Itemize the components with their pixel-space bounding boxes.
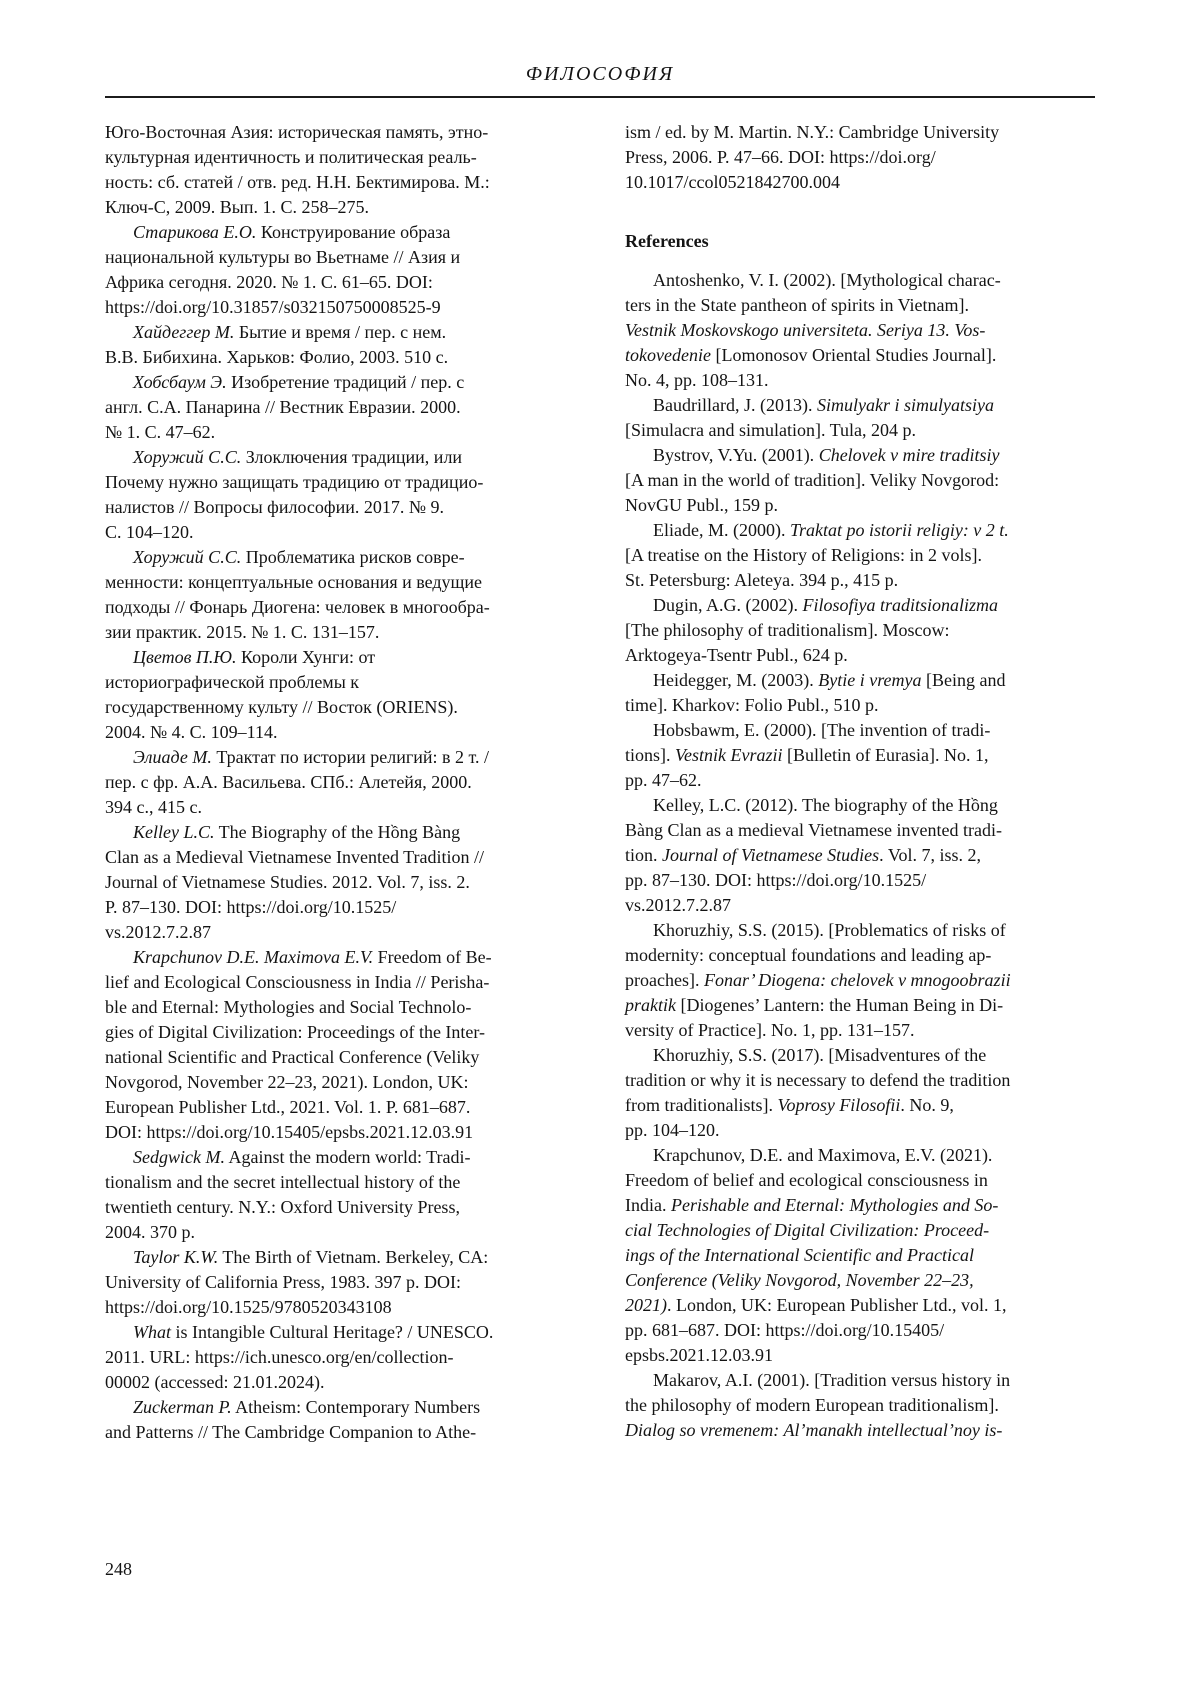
text-line: [A treatise on the History of Religions: in 2 vols]. xyxy=(625,545,982,565)
references-heading xyxy=(625,229,1095,254)
text-line: cial Technologies of Digital Civilization: Proceed- xyxy=(625,1220,990,1240)
text-line: tionalism and the secret intellectual history of the xyxy=(105,1172,461,1192)
text-line: DOI: https://doi.org/10.15405/epsbs.2021.12.03.91 xyxy=(105,1122,474,1142)
text-line: St. Petersburg: Aleteya. 394 p., 415 p. xyxy=(625,570,899,590)
text-line: 2004. № 4. С. 109–114. xyxy=(105,722,278,742)
text-line: культурная идентичность и политическая реаль- xyxy=(105,147,477,167)
reference-entry xyxy=(625,1368,1095,1443)
reference-entry xyxy=(625,393,1095,443)
text-line: Press, 2006. P. 47–66. DOI: https://doi.org/ xyxy=(625,147,936,167)
reference-entry xyxy=(105,945,575,1145)
page-header xyxy=(105,62,1095,98)
text-line: Kelley L.C. The Biography of the Hồng Bàng xyxy=(133,822,461,842)
reference-entry xyxy=(625,518,1095,593)
text-line: What is Intangible Cultural Heritage? / UNESCO. xyxy=(133,1322,494,1342)
text-line: ings of the International Scientific and Practical xyxy=(625,1245,974,1265)
reference-entry xyxy=(105,370,575,445)
text-line: https://doi.org/10.31857/s032150750008525-9 xyxy=(105,297,441,317)
reference-entry xyxy=(105,1145,575,1245)
text-line: Makarov, A.I. (2001). [Tradition versus history in xyxy=(653,1370,1011,1390)
text-line: praktik [Diogenes’ Lantern: the Human Being in Di- xyxy=(625,995,1004,1015)
text-line: 2004. 370 p. xyxy=(105,1222,195,1242)
text-line: India. Perishable and Eternal: Mythologies and So- xyxy=(625,1195,999,1215)
right-column xyxy=(625,120,1095,1445)
text-line: pp. 681–687. DOI: https://doi.org/10.15405/ xyxy=(625,1320,945,1340)
text-line: University of California Press, 1983. 397 p. DOI: xyxy=(105,1272,461,1292)
text-line: References xyxy=(625,231,709,251)
text-line: [Simulacra and simulation]. Tula, 204 p. xyxy=(625,420,916,440)
text-line: 10.1017/ccol0521842700.004 xyxy=(625,172,840,192)
text-line: 394 с., 415 с. xyxy=(105,797,202,817)
text-line: tradition or why it is necessary to defend the tradition xyxy=(625,1070,1011,1090)
text-line: национальной культуры во Вьетнаме // Азия и xyxy=(105,247,461,267)
text-line: 00002 (accessed: 21.01.2024). xyxy=(105,1372,325,1392)
text-line: Khoruzhiy, S.S. (2017). [Misadventures of the xyxy=(653,1045,987,1065)
text-line: Vestnik Moskovskogo universiteta. Seriya 13. Vos- xyxy=(625,320,986,340)
two-column-body xyxy=(105,120,1095,1445)
reference-entry xyxy=(105,545,575,645)
text-line: tion. Journal of Vietnamese Studies. Vol. 7, iss. 2, xyxy=(625,845,982,865)
text-line: Krapchunov, D.E. and Maximova, E.V. (2021). xyxy=(653,1145,993,1165)
text-line: Dialog so vremenem: Al’manakh intellectual’noy is- xyxy=(625,1420,1003,1440)
text-line: ters in the State pantheon of spirits in Vietnam]. xyxy=(625,295,970,315)
reference-entry xyxy=(105,745,575,820)
reference-entry xyxy=(105,1245,575,1320)
text-line: Kelley, L.C. (2012). The biography of the Hồng xyxy=(653,795,998,815)
reference-entry xyxy=(625,718,1095,793)
reference-entry xyxy=(625,1143,1095,1368)
text-line: vs.2012.7.2.87 xyxy=(105,922,212,942)
text-line: the philosophy of modern European traditionalism]. xyxy=(625,1395,999,1415)
text-line: В.В. Бибихина. Харьков: Фолио, 2003. 510 с. xyxy=(105,347,449,367)
text-line: Novgorod, November 22–23, 2021). London, UK: xyxy=(105,1072,469,1092)
page-footer xyxy=(105,1557,1095,1582)
text-line: Bàng Clan as a medieval Vietnamese invented tradi- xyxy=(625,820,1002,840)
reference-entry xyxy=(105,220,575,320)
reference-entry xyxy=(625,120,1095,195)
text-line: Элиаде М. Трактат по истории религий: в 2 т. / xyxy=(133,747,490,767)
text-line: [A man in the world of tradition]. Veliky Novgorod: xyxy=(625,470,1000,490)
text-line: lief and Ecological Consciousness in India // Perisha- xyxy=(105,972,490,992)
text-line: Heidegger, M. (2003). Bytie i vremya [Being and xyxy=(653,670,1006,690)
text-line: Bystrov, V.Yu. (2001). Chelovek v mire traditsiy xyxy=(653,445,1000,465)
text-line: Sedgwick M. Against the modern world: Tradi- xyxy=(133,1147,471,1167)
text-line: историографической проблемы к xyxy=(105,672,360,692)
text-line: Хобсбаум Э. Изобретение традиций / пер. с xyxy=(133,372,465,392)
text-line: pp. 104–120. xyxy=(625,1120,720,1140)
text-line: P. 87–130. DOI: https://doi.org/10.1525/ xyxy=(105,897,397,917)
text-line: Юго-Восточная Азия: историческая память, этно- xyxy=(105,122,489,142)
text-line: from traditionalists]. Voprosy Filosofii. No. 9, xyxy=(625,1095,954,1115)
text-line: tokovedenie [Lomonosov Oriental Studies Journal]. xyxy=(625,345,997,365)
text-line: ism / ed. by M. Martin. N.Y.: Cambridge University xyxy=(625,122,1000,142)
text-line: Taylor K.W. The Birth of Vietnam. Berkeley, CA: xyxy=(133,1247,489,1267)
header-rule xyxy=(105,96,1095,98)
reference-entry xyxy=(625,593,1095,668)
text-line: Почему нужно защищать традицию от традицио- xyxy=(105,472,484,492)
text-line: epsbs.2021.12.03.91 xyxy=(625,1345,773,1365)
reference-entry xyxy=(625,1043,1095,1143)
text-line: national Scientific and Practical Conference (Veliky xyxy=(105,1047,480,1067)
page-number: 248 xyxy=(105,1559,132,1579)
text-line: Старикова Е.О. Конструирование образа xyxy=(133,222,451,242)
text-line: pp. 47–62. xyxy=(625,770,702,790)
text-line: Khoruzhiy, S.S. (2015). [Problematics of risks of xyxy=(653,920,1006,940)
text-line: NovGU Publ., 159 p. xyxy=(625,495,779,515)
reference-entry xyxy=(105,445,575,545)
text-line: Цветов П.Ю. Короли Хунги: от xyxy=(133,647,376,667)
reference-entry xyxy=(105,1320,575,1395)
text-line: tions]. Vestnik Evrazii [Bulletin of Eurasia]. No. 1, xyxy=(625,745,989,765)
reference-entry xyxy=(105,645,575,745)
text-line: twentieth century. N.Y.: Oxford University Press, xyxy=(105,1197,460,1217)
text-line: Хоружий С.С. Проблематика рисков совре- xyxy=(133,547,465,567)
reference-entry xyxy=(105,120,575,220)
text-line: Хоружий С.С. Злоключения традиции, или xyxy=(133,447,463,467)
text-line: Африка сегодня. 2020. № 1. С. 61–65. DOI: xyxy=(105,272,433,292)
text-line: налистов // Вопросы философии. 2017. № 9. xyxy=(105,497,445,517)
text-line: Conference (Veliky Novgorod, November 22–23, xyxy=(625,1270,974,1290)
text-line: государственному культу // Восток (ORIENS). xyxy=(105,697,458,717)
text-line: Zuckerman P. Atheism: Contemporary Numbers xyxy=(133,1397,481,1417)
text-line: time]. Kharkov: Folio Publ., 510 p. xyxy=(625,695,879,715)
text-line: Journal of Vietnamese Studies. 2012. Vol. 7, iss. 2. xyxy=(105,872,470,892)
text-line: No. 4, pp. 108–131. xyxy=(625,370,769,390)
text-line: № 1. С. 47–62. xyxy=(105,422,216,442)
reference-entry xyxy=(625,918,1095,1043)
text-line: Krapchunov D.E. Maximova E.V. Freedom of Be- xyxy=(133,947,492,967)
left-column xyxy=(105,120,575,1445)
reference-entry xyxy=(105,320,575,370)
text-line: Arktogeya-Tsentr Publ., 624 p. xyxy=(625,645,848,665)
text-line: менности: концептуальные основания и ведущие xyxy=(105,572,483,592)
text-line: modernity: conceptual foundations and leading ap- xyxy=(625,945,992,965)
text-line: Хайдеггер М. Бытие и время / пер. с нем. xyxy=(133,322,447,342)
text-line: European Publisher Ltd., 2021. Vol. 1. P. 681–687. xyxy=(105,1097,471,1117)
reference-entry xyxy=(625,668,1095,718)
text-line: Freedom of belief and ecological consciousness in xyxy=(625,1170,988,1190)
text-line: Baudrillard, J. (2013). Simulyakr i simulyatsiya xyxy=(653,395,994,415)
reference-entry xyxy=(625,268,1095,393)
running-head-title: ФИЛОСОФИЯ xyxy=(525,63,675,85)
text-line: подходы // Фонарь Диогена: человек в многообра- xyxy=(105,597,490,617)
text-line: gies of Digital Civilization: Proceedings of the Inter- xyxy=(105,1022,486,1042)
text-line: proaches]. Fonar’ Diogena: chelovek v mnogoobrazii xyxy=(625,970,1011,990)
text-line: Antoshenko, V. I. (2002). [Mythological charac- xyxy=(653,270,1001,290)
reference-entry xyxy=(625,793,1095,918)
text-line: pp. 87–130. DOI: https://doi.org/10.1525/ xyxy=(625,870,927,890)
text-line: Eliade, M. (2000). Traktat po istorii religiy: v 2 t. xyxy=(653,520,1009,540)
text-line: vs.2012.7.2.87 xyxy=(625,895,732,915)
text-line: С. 104–120. xyxy=(105,522,194,542)
text-line: Hobsbawm, E. (2000). [The invention of tradi- xyxy=(653,720,991,740)
text-line: 2021). London, UK: European Publisher Ltd., vol. 1, xyxy=(625,1295,1007,1315)
text-line: англ. С.А. Панарина // Вестник Евразии. 2000. xyxy=(105,397,461,417)
text-line: Dugin, A.G. (2002). Filosofiya traditsionalizma xyxy=(653,595,999,615)
text-line: ность: сб. статей / отв. ред. Н.Н. Бектимирова. М.: xyxy=(105,172,490,192)
text-line: [The philosophy of traditionalism]. Moscow: xyxy=(625,620,950,640)
reference-entry xyxy=(625,443,1095,518)
text-line: зии практик. 2015. № 1. С. 131–157. xyxy=(105,622,380,642)
reference-entry xyxy=(105,820,575,945)
text-line: Ключ-С, 2009. Вып. 1. С. 258–275. xyxy=(105,197,370,217)
text-line: https://doi.org/10.1525/9780520343108 xyxy=(105,1297,392,1317)
text-line: 2011. URL: https://ich.unesco.org/en/collection- xyxy=(105,1347,454,1367)
text-line: ble and Eternal: Mythologies and Social Technolo- xyxy=(105,997,472,1017)
text-line: and Patterns // The Cambridge Companion to Athe- xyxy=(105,1422,477,1442)
text-line: Clan as a Medieval Vietnamese Invented Tradition // xyxy=(105,847,485,867)
text-line: versity of Practice]. No. 1, pp. 131–157. xyxy=(625,1020,915,1040)
text-line: пер. с фр. А.А. Васильева. СПб.: Алетейя, 2000. xyxy=(105,772,472,792)
reference-entry xyxy=(105,1395,575,1445)
